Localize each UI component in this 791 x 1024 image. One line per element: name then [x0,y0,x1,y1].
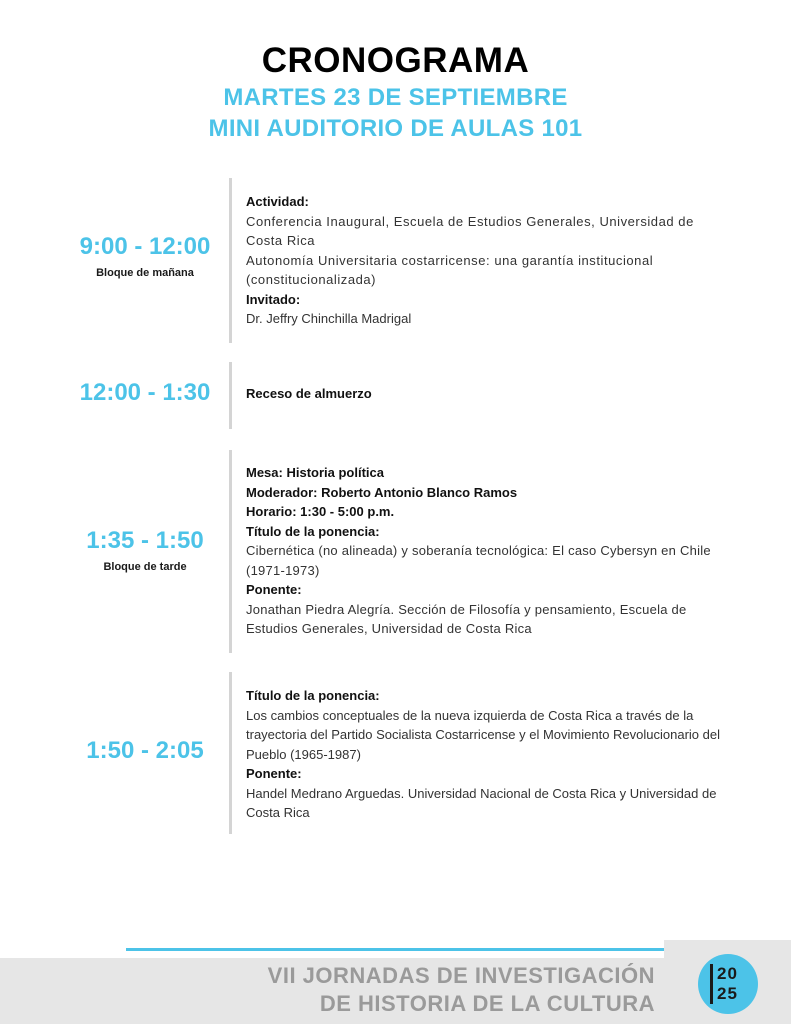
page-header [0,40,791,144]
schedule-block-3 [0,450,791,653]
event-venue: MINI AUDITORIO DE AULAS 101 [208,115,583,142]
speaker-label: Ponente: [246,766,302,781]
time-column [55,737,235,765]
event-date: MARTES 23 DE SEPTIEMBRE [223,84,568,111]
talk-title: Los cambios conceptuales de la nueva izquierda de Costa Rica a través de la trayectoria del Partido Socialista Costarricense y el Movimiento Revolucionario del Pueblo (1965-1987) [246,707,720,762]
year-logo [698,954,758,1014]
schedule-block-4 [0,672,791,834]
time-slot: 9:00 - 12:00 [79,233,211,260]
logo-year-top: 20 [717,964,738,983]
footer-accent-line [126,948,676,951]
time-column [55,379,235,407]
activity-text: Conferencia Inaugural, Escuela de Estudios Generales, Universidad de Costa Rica [246,213,694,248]
divider-line [229,672,232,834]
footer-title-line-1: VII JORNADAS DE INVESTIGACIÓN [267,963,655,988]
footer-title [268,962,655,1018]
talk-title-label: Título de la ponencia: [246,523,380,539]
guest-name: Dr. Jeffry Chinchilla Madrigal [246,311,412,326]
speaker-label: Ponente: [246,582,302,597]
time-column [55,527,235,573]
moderator-label: Moderador: Roberto Antonio Blanco Ramos [246,484,518,500]
block-content [246,463,728,639]
block-content [246,686,728,823]
lunch-break-label: Receso de almuerzo [246,386,372,401]
panel-label: Mesa: Historia política [246,465,384,480]
logo-year-bottom: 25 [717,984,738,1003]
time-slot: 1:35 - 1:50 [86,527,204,554]
speaker-name: Jonathan Piedra Alegría. Sección de Filosofía y pensamiento, Escuela de Estudios Generales, Universidad de Costa Rica [246,601,687,636]
divider-line [229,450,232,653]
divider-line [229,178,232,343]
speaker-name: Handel Medrano Arguedas. Universidad Nacional de Costa Rica y Universidad de Costa Rica [246,785,717,820]
schedule-label: Horario: 1:30 - 5:00 p.m. [246,504,395,519]
time-slot: 1:50 - 2:05 [86,737,204,764]
schedule-block-2 [0,362,791,429]
page-title: CRONOGRAMA [261,41,530,80]
activity-label: Actividad: [246,194,309,209]
block-content [246,192,728,329]
talk-title: Cibernética (no alineada) y soberanía tecnológica: El caso Cybersyn en Chile (1971-1973) [246,543,711,578]
block-label: Bloque de mañana [96,267,194,279]
divider-line [229,362,232,429]
schedule-block-1 [0,178,791,343]
time-slot: 12:00 - 1:30 [79,379,211,406]
guest-label: Invitado: [246,291,301,307]
footer-title-line-2: DE HISTORIA DE LA CULTURA [319,991,655,1016]
activity-text: Autonomía Universitaria costarricense: una garantía institucional (constitucionalizada) [246,252,654,287]
block-label: Bloque de tarde [103,561,187,573]
time-column [55,233,235,279]
block-content [246,384,728,404]
logo-bar [710,964,713,1004]
talk-title-label: Título de la ponencia: [246,688,380,703]
